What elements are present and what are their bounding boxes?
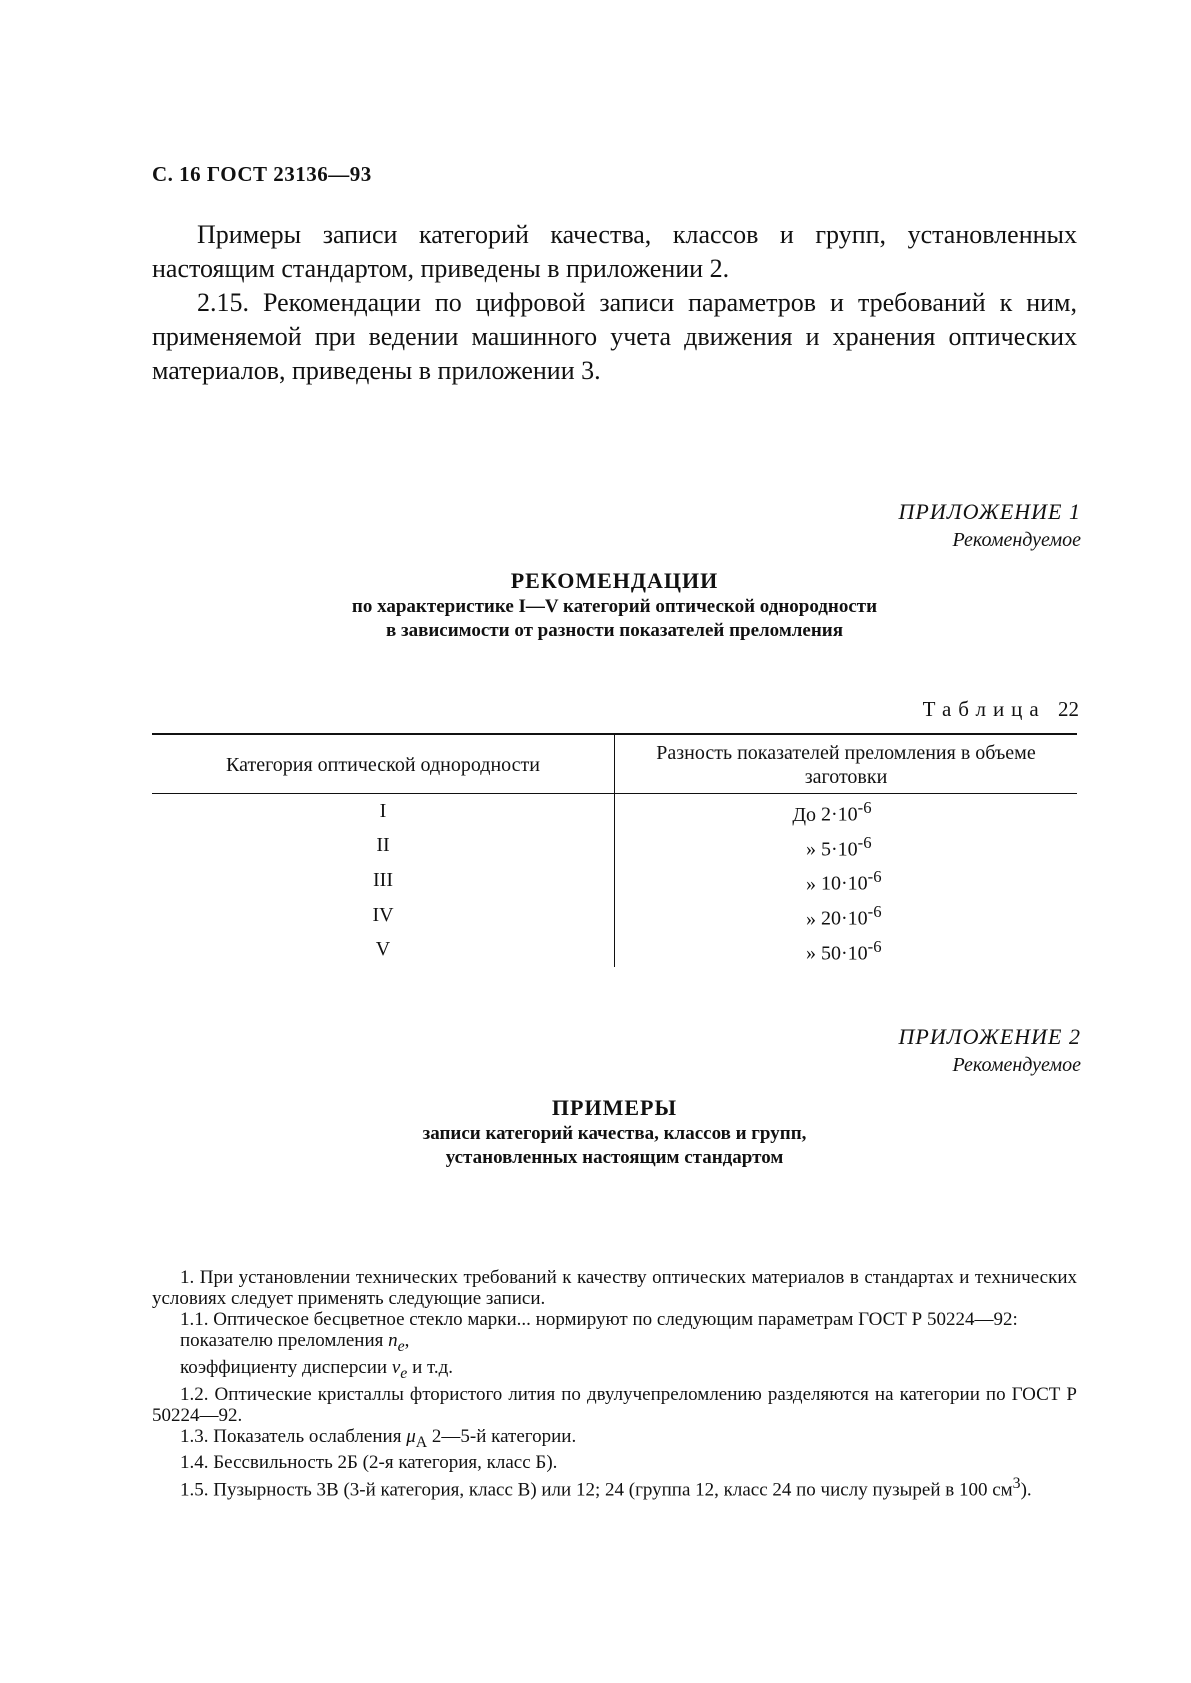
difference-cell (615, 794, 1078, 829)
table-22 (152, 733, 1077, 967)
annex1-heading (899, 498, 1081, 554)
difference-value: » $10\cdot 10^{-6}$ (806, 867, 882, 895)
intro-paragraph-1: Примеры записи категорий качества, классов и групп, установленных настоящим стандартом, приведены в приложении 2. (152, 220, 1077, 283)
difference-value: » $5\cdot 10^{-6}$ (806, 832, 872, 861)
column-header-difference: Разность показателей преломления в объеме заготовки (615, 734, 1078, 794)
annex1-title: РЕКОМЕНДАЦИИ (510, 568, 719, 593)
annex2-status: Рекомендуемое (952, 1054, 1081, 1076)
example-1-1-refractive-index: показателю преломления $n_e$, (180, 1330, 410, 1355)
example-1-1-dispersion: коэффициенту дисперсии $\nu_e$ и т.д. (180, 1356, 454, 1382)
table-caption-word: Таблица (922, 697, 1046, 721)
page-header: С. 16 ГОСТ 23136—93 (152, 162, 372, 186)
difference-cell (615, 863, 1078, 898)
annex1-subtitle-1: по характеристике I—V категорий оптической однородности (351, 596, 878, 617)
annex1-title-block (152, 567, 1077, 643)
difference-value: » $50\cdot 10^{-6}$ (806, 936, 882, 965)
annex2-title-block (152, 1094, 1077, 1170)
category-cell: V (152, 933, 615, 968)
table-header-row (152, 734, 1077, 794)
annex2-subtitle-1: записи категорий качества, классов и групп, (422, 1123, 807, 1144)
annex2-title: ПРИМЕРЫ (551, 1095, 678, 1120)
annex1-label: ПРИЛОЖЕНИЕ 1 (898, 499, 1081, 524)
annex1-subtitle-2: в зависимости от разности показателей преломления (385, 620, 844, 641)
table-row (152, 933, 1077, 968)
difference-cell (615, 898, 1078, 933)
annex2-label: ПРИЛОЖЕНИЕ 2 (898, 1024, 1081, 1049)
table-row (152, 794, 1077, 829)
table-row (152, 898, 1077, 933)
example-1: 1. При установлении технических требований к качеству оптических материалов в стандартах и технических условиях следует применять следующие записи. (152, 1267, 1077, 1309)
table-caption-number: 22 (1058, 697, 1079, 721)
annex2-subtitle-2: установленных настоящим стандартом (445, 1147, 784, 1168)
difference-cell (615, 933, 1078, 968)
difference-cell (615, 829, 1078, 864)
intro-paragraph-2: 2.15. Рекомендации по цифровой записи параметров и требований к ним, применяемой при ведении машинного учета движения и хранения оптических материалов, приведены в приложении 3. (152, 288, 1077, 385)
difference-value: » $20\cdot 10^{-6}$ (806, 901, 882, 930)
example-1-2: 1.2. Оптические кристаллы фтористого лития по двулучепреломлению разделяются на категории по ГОСТ Р 50224—92. (152, 1383, 1077, 1426)
difference-value: До $2\cdot 10^{-6}$ (792, 798, 872, 826)
category-cell: III (152, 863, 615, 898)
table-row (152, 863, 1077, 898)
annex2-examples (152, 1267, 1077, 1501)
column-header-category: Категория оптической однородности (152, 734, 615, 794)
annex2-heading (899, 1023, 1081, 1079)
example-1-5: 1.5. Пузырность 3В (3-й категория, класс В) или 12; 24 (группа 12, класс 24 по числу пузырей в 100 $см^3$). (180, 1475, 1032, 1501)
category-cell: IV (152, 898, 615, 933)
example-1-1: 1.1. Оптическое бесцветное стекло марки... нормируют по следующим параметрам ГОСТ Р 50224—92: (180, 1309, 1018, 1330)
intro-text (152, 218, 1077, 388)
example-1-4: 1.4. Бессвильность 2Б (2-я категория, класс Б). (180, 1452, 558, 1474)
annex1-status: Рекомендуемое (952, 529, 1081, 551)
table-row (152, 829, 1077, 864)
table-caption (923, 697, 1079, 722)
table-body (152, 794, 1077, 968)
category-cell: II (152, 829, 615, 864)
category-cell: I (152, 794, 615, 829)
example-1-3: 1.3. Показатель ослабления $\mu_A$ 2—5-й категории. (180, 1425, 577, 1451)
